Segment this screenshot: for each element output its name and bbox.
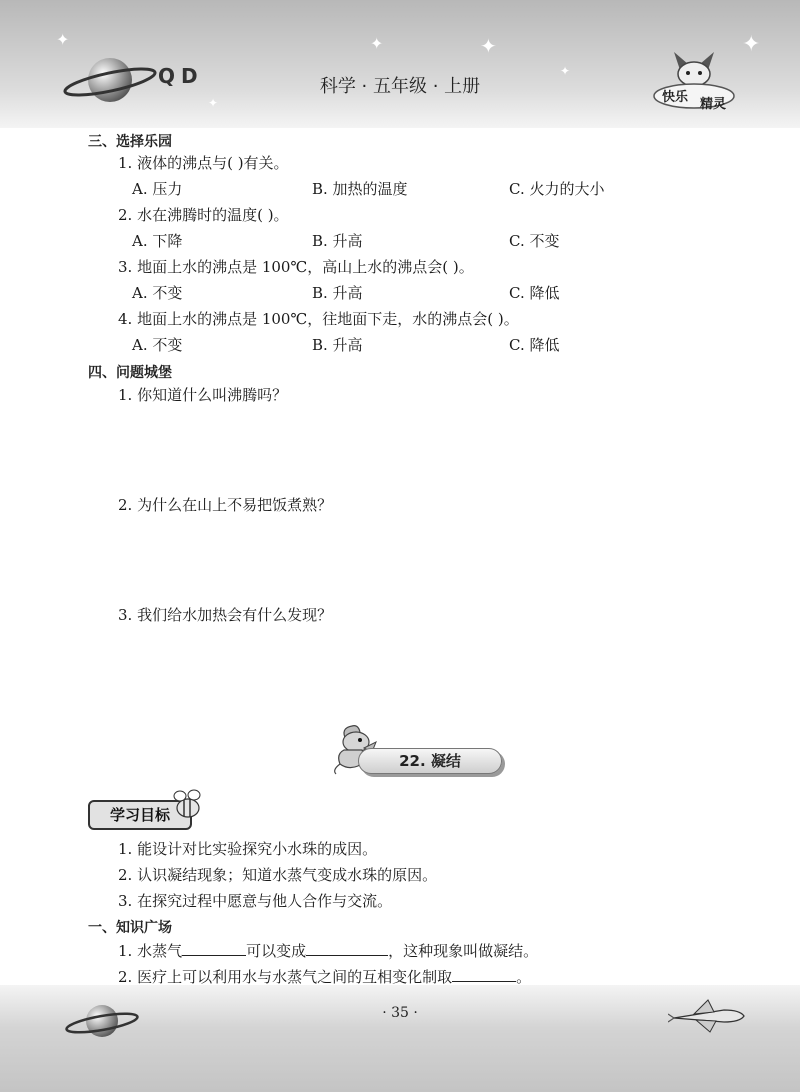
lesson-title: 22. 凝结 — [358, 748, 502, 774]
question-stem: 3. 地面上水的沸点是 100℃，高山上水的沸点会( )。 — [118, 258, 474, 276]
option-b: B. 升高 — [312, 232, 363, 250]
star-icon: ✦ — [56, 30, 70, 49]
section-choice-title: 三、选择乐园 — [88, 134, 172, 150]
option-c: C. 降低 — [509, 336, 560, 354]
goal-item: 3. 在探究过程中愿意与他人合作与交流。 — [118, 892, 393, 910]
open-question: 1. 你知道什么叫沸腾吗？ — [118, 386, 288, 404]
svg-text:精灵: 精灵 — [700, 97, 727, 112]
option-b: B. 升高 — [312, 336, 363, 354]
option-a: A. 压力 — [132, 180, 183, 198]
star-icon: ✦ — [560, 64, 571, 78]
learning-goals-badge: 学习目标 — [88, 800, 192, 830]
option-b: B. 加热的温度 — [312, 180, 408, 198]
page-number: · 35 · — [382, 1005, 418, 1021]
fill-blank-question — [118, 940, 538, 961]
question-text: 。 — [516, 968, 532, 986]
star-icon: ✦ — [480, 34, 497, 58]
option-a: A. 下降 — [132, 232, 183, 250]
happy-genius-logo — [650, 48, 738, 114]
answer-blank[interactable] — [306, 941, 388, 956]
question-text: ，这种现象叫做凝结。 — [388, 942, 539, 960]
series-mark: QD — [158, 64, 204, 88]
fill-blank-question — [118, 966, 531, 987]
star-icon: ✦ — [370, 34, 384, 53]
answer-blank[interactable] — [182, 941, 246, 956]
option-c: C. 不变 — [509, 232, 560, 250]
space-shuttle-icon — [668, 996, 748, 1036]
bee-icon — [170, 788, 206, 822]
star-icon: ✦ — [208, 96, 219, 110]
question-text: 可以变成 — [246, 942, 307, 960]
star-icon: ✦ — [742, 32, 761, 57]
question-text: 1. 水蒸气 — [118, 942, 183, 960]
option-c: C. 火力的大小 — [509, 180, 605, 198]
section-knowledge-title: 一、知识广场 — [88, 920, 172, 936]
section-question-title: 四、问题城堡 — [88, 365, 172, 381]
goal-item: 2. 认识凝结现象；知道水蒸气变成水珠的原因。 — [118, 866, 438, 884]
option-b: B. 升高 — [312, 284, 363, 302]
question-stem: 1. 液体的沸点与( )有关。 — [118, 154, 289, 172]
option-c: C. 降低 — [509, 284, 560, 302]
book-title: 科学 · 五年级 · 上册 — [319, 76, 481, 97]
svg-text:快乐: 快乐 — [662, 90, 689, 105]
open-question: 2. 为什么在山上不易把饭煮熟？ — [118, 496, 333, 514]
question-stem: 2. 水在沸腾时的温度( )。 — [118, 206, 289, 224]
question-stem: 4. 地面上水的沸点是 100℃，往地面下走，水的沸点会( )。 — [118, 310, 519, 328]
question-text: 2. 医疗上可以利用水与水蒸气之间的互相变化制取 — [118, 968, 453, 986]
answer-blank[interactable] — [452, 967, 516, 982]
option-a: A. 不变 — [132, 284, 183, 302]
goal-item: 1. 能设计对比实验探究小水珠的成因。 — [118, 840, 378, 858]
option-a: A. 不变 — [132, 336, 183, 354]
open-question: 3. 我们给水加热会有什么发现？ — [118, 606, 333, 624]
